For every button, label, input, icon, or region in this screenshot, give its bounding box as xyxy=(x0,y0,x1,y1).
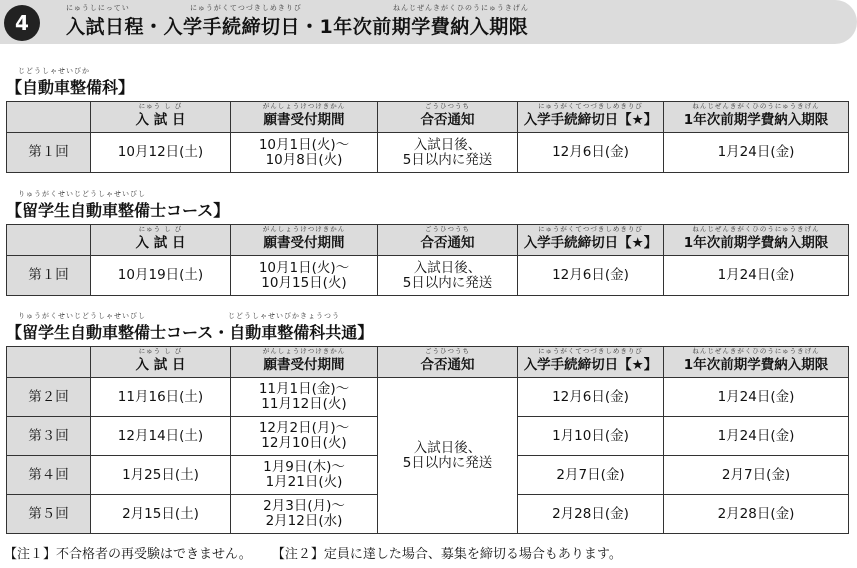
note-1: 【注１】不合格者の再受験はできません。 xyxy=(4,547,252,562)
exam-date: 1月25日(土) xyxy=(91,456,231,495)
header-blank-cell xyxy=(7,225,91,256)
round-label: 第５回 xyxy=(7,495,91,534)
section-ruby: じどうしゃせいびか xyxy=(18,67,90,75)
table-header-row xyxy=(7,225,849,256)
header-blank-cell xyxy=(7,347,91,378)
exam-date: 12月14日(土) xyxy=(91,417,231,456)
section-ruby: りゅうがくせいじどうしゃせいびし xyxy=(18,190,146,198)
application-period: 12月2日(月)～ 12月10日(火) xyxy=(231,417,378,456)
payment-deadline: 2月7日(金) xyxy=(664,456,849,495)
payment-deadline: 1月24日(金) xyxy=(664,378,849,417)
enrollment-deadline: 2月7日(金) xyxy=(518,456,664,495)
result-notice: 入試日後、 5日以内に発送 xyxy=(378,256,518,296)
schedule-table-jidosha xyxy=(6,101,849,173)
round-label: 第１回 xyxy=(7,133,91,173)
round-label: 第３回 xyxy=(7,417,91,456)
enrollment-deadline: 12月6日(金) xyxy=(518,256,664,296)
round-label: 第２回 xyxy=(7,378,91,417)
section-ruby: りゅうがくせいじどうしゃせいびし xyxy=(18,312,146,320)
title-ruby-gakuhi: ねんじぜんきがくひのうにゅうきげん xyxy=(393,4,529,12)
exam-date: 10月19日(土) xyxy=(91,256,231,296)
result-notice-merged: 入試日後、 5日以内に発送 xyxy=(378,378,518,534)
application-period: 1月9日(木)～ 1月21日(火) xyxy=(231,456,378,495)
header-enrollment-deadline: にゅうがくてつづきしめきりび 入学手続締切日【★】 xyxy=(518,102,664,133)
header-blank-cell xyxy=(7,102,91,133)
section-title-ryugakusei: 【留学生自動車整備士コース】 xyxy=(6,201,230,220)
header-exam-date: にゅう し び 入 試 日 xyxy=(91,102,231,133)
section-title-common: 【留学生自動車整備士コース・自動車整備科共通】 xyxy=(6,323,374,342)
section-ruby-2: じどうしゃせいびかきょうつう xyxy=(228,312,340,320)
page-title: 入試日程・入学手続締切日・1年次前期学費納入期限 xyxy=(66,16,529,38)
header-exam-date: にゅう し び 入 試 日 xyxy=(91,225,231,256)
exam-date: 11月16日(土) xyxy=(91,378,231,417)
payment-deadline: 1月24日(金) xyxy=(664,256,849,296)
table-header-row xyxy=(7,347,849,378)
header-result-notice: ごうひつうち 合否通知 xyxy=(378,347,518,378)
payment-deadline: 2月28日(金) xyxy=(664,495,849,534)
round-label: 第１回 xyxy=(7,256,91,296)
header-application-period: がんしょうけつけきかん 願書受付期間 xyxy=(231,102,378,133)
schedule-table-common xyxy=(6,346,849,534)
note-2: 【注２】定員に達した場合、募集を締切る場合もあります。 xyxy=(271,547,622,562)
application-period: 2月3日(月)～ 2月12日(水) xyxy=(231,495,378,534)
exam-date: 2月15日(土) xyxy=(91,495,231,534)
payment-deadline: 1月24日(金) xyxy=(664,133,849,173)
exam-date: 10月12日(土) xyxy=(91,133,231,173)
application-period: 11月1日(金)～ 11月12日(火) xyxy=(231,378,378,417)
enrollment-deadline: 12月6日(金) xyxy=(518,133,664,173)
table-header-row xyxy=(7,102,849,133)
table-row xyxy=(7,378,849,417)
result-notice: 入試日後、 5日以内に発送 xyxy=(378,133,518,173)
header-payment-deadline: ねんじぜんきがくひのうにゅうきげん 1年次前期学費納入期限 xyxy=(664,347,849,378)
section-number-badge: 4 xyxy=(4,5,40,41)
application-period: 10月1日(火)～ 10月15日(火) xyxy=(231,256,378,296)
table-row xyxy=(7,256,849,296)
enrollment-deadline: 12月6日(金) xyxy=(518,378,664,417)
table-row xyxy=(7,133,849,173)
header-enrollment-deadline: にゅうがくてつづきしめきりび 入学手続締切日【★】 xyxy=(518,347,664,378)
header-result-notice: ごうひつうち 合否通知 xyxy=(378,225,518,256)
header-payment-deadline: ねんじぜんきがくひのうにゅうきげん 1年次前期学費納入期限 xyxy=(664,225,849,256)
enrollment-deadline: 1月10日(金) xyxy=(518,417,664,456)
header-payment-deadline: ねんじぜんきがくひのうにゅうきげん 1年次前期学費納入期限 xyxy=(664,102,849,133)
title-ruby-nyushi: にゅうしにってい xyxy=(66,4,130,12)
title-ruby-tetsuzuki: にゅうがくてつづきしめきりび xyxy=(190,4,302,12)
round-label: 第４回 xyxy=(7,456,91,495)
header-application-period: がんしょうけつけきかん 願書受付期間 xyxy=(231,347,378,378)
application-period: 10月1日(火)～ 10月8日(火) xyxy=(231,133,378,173)
header-application-period: がんしょうけつけきかん 願書受付期間 xyxy=(231,225,378,256)
footnotes xyxy=(4,543,638,562)
header-exam-date: にゅう し び 入 試 日 xyxy=(91,347,231,378)
enrollment-deadline: 2月28日(金) xyxy=(518,495,664,534)
payment-deadline: 1月24日(金) xyxy=(664,417,849,456)
section-title-jidosha: 【自動車整備科】 xyxy=(6,78,135,97)
header-enrollment-deadline: にゅうがくてつづきしめきりび 入学手続締切日【★】 xyxy=(518,225,664,256)
schedule-table-ryugakusei xyxy=(6,224,849,296)
header-result-notice: ごうひつうち 合否通知 xyxy=(378,102,518,133)
